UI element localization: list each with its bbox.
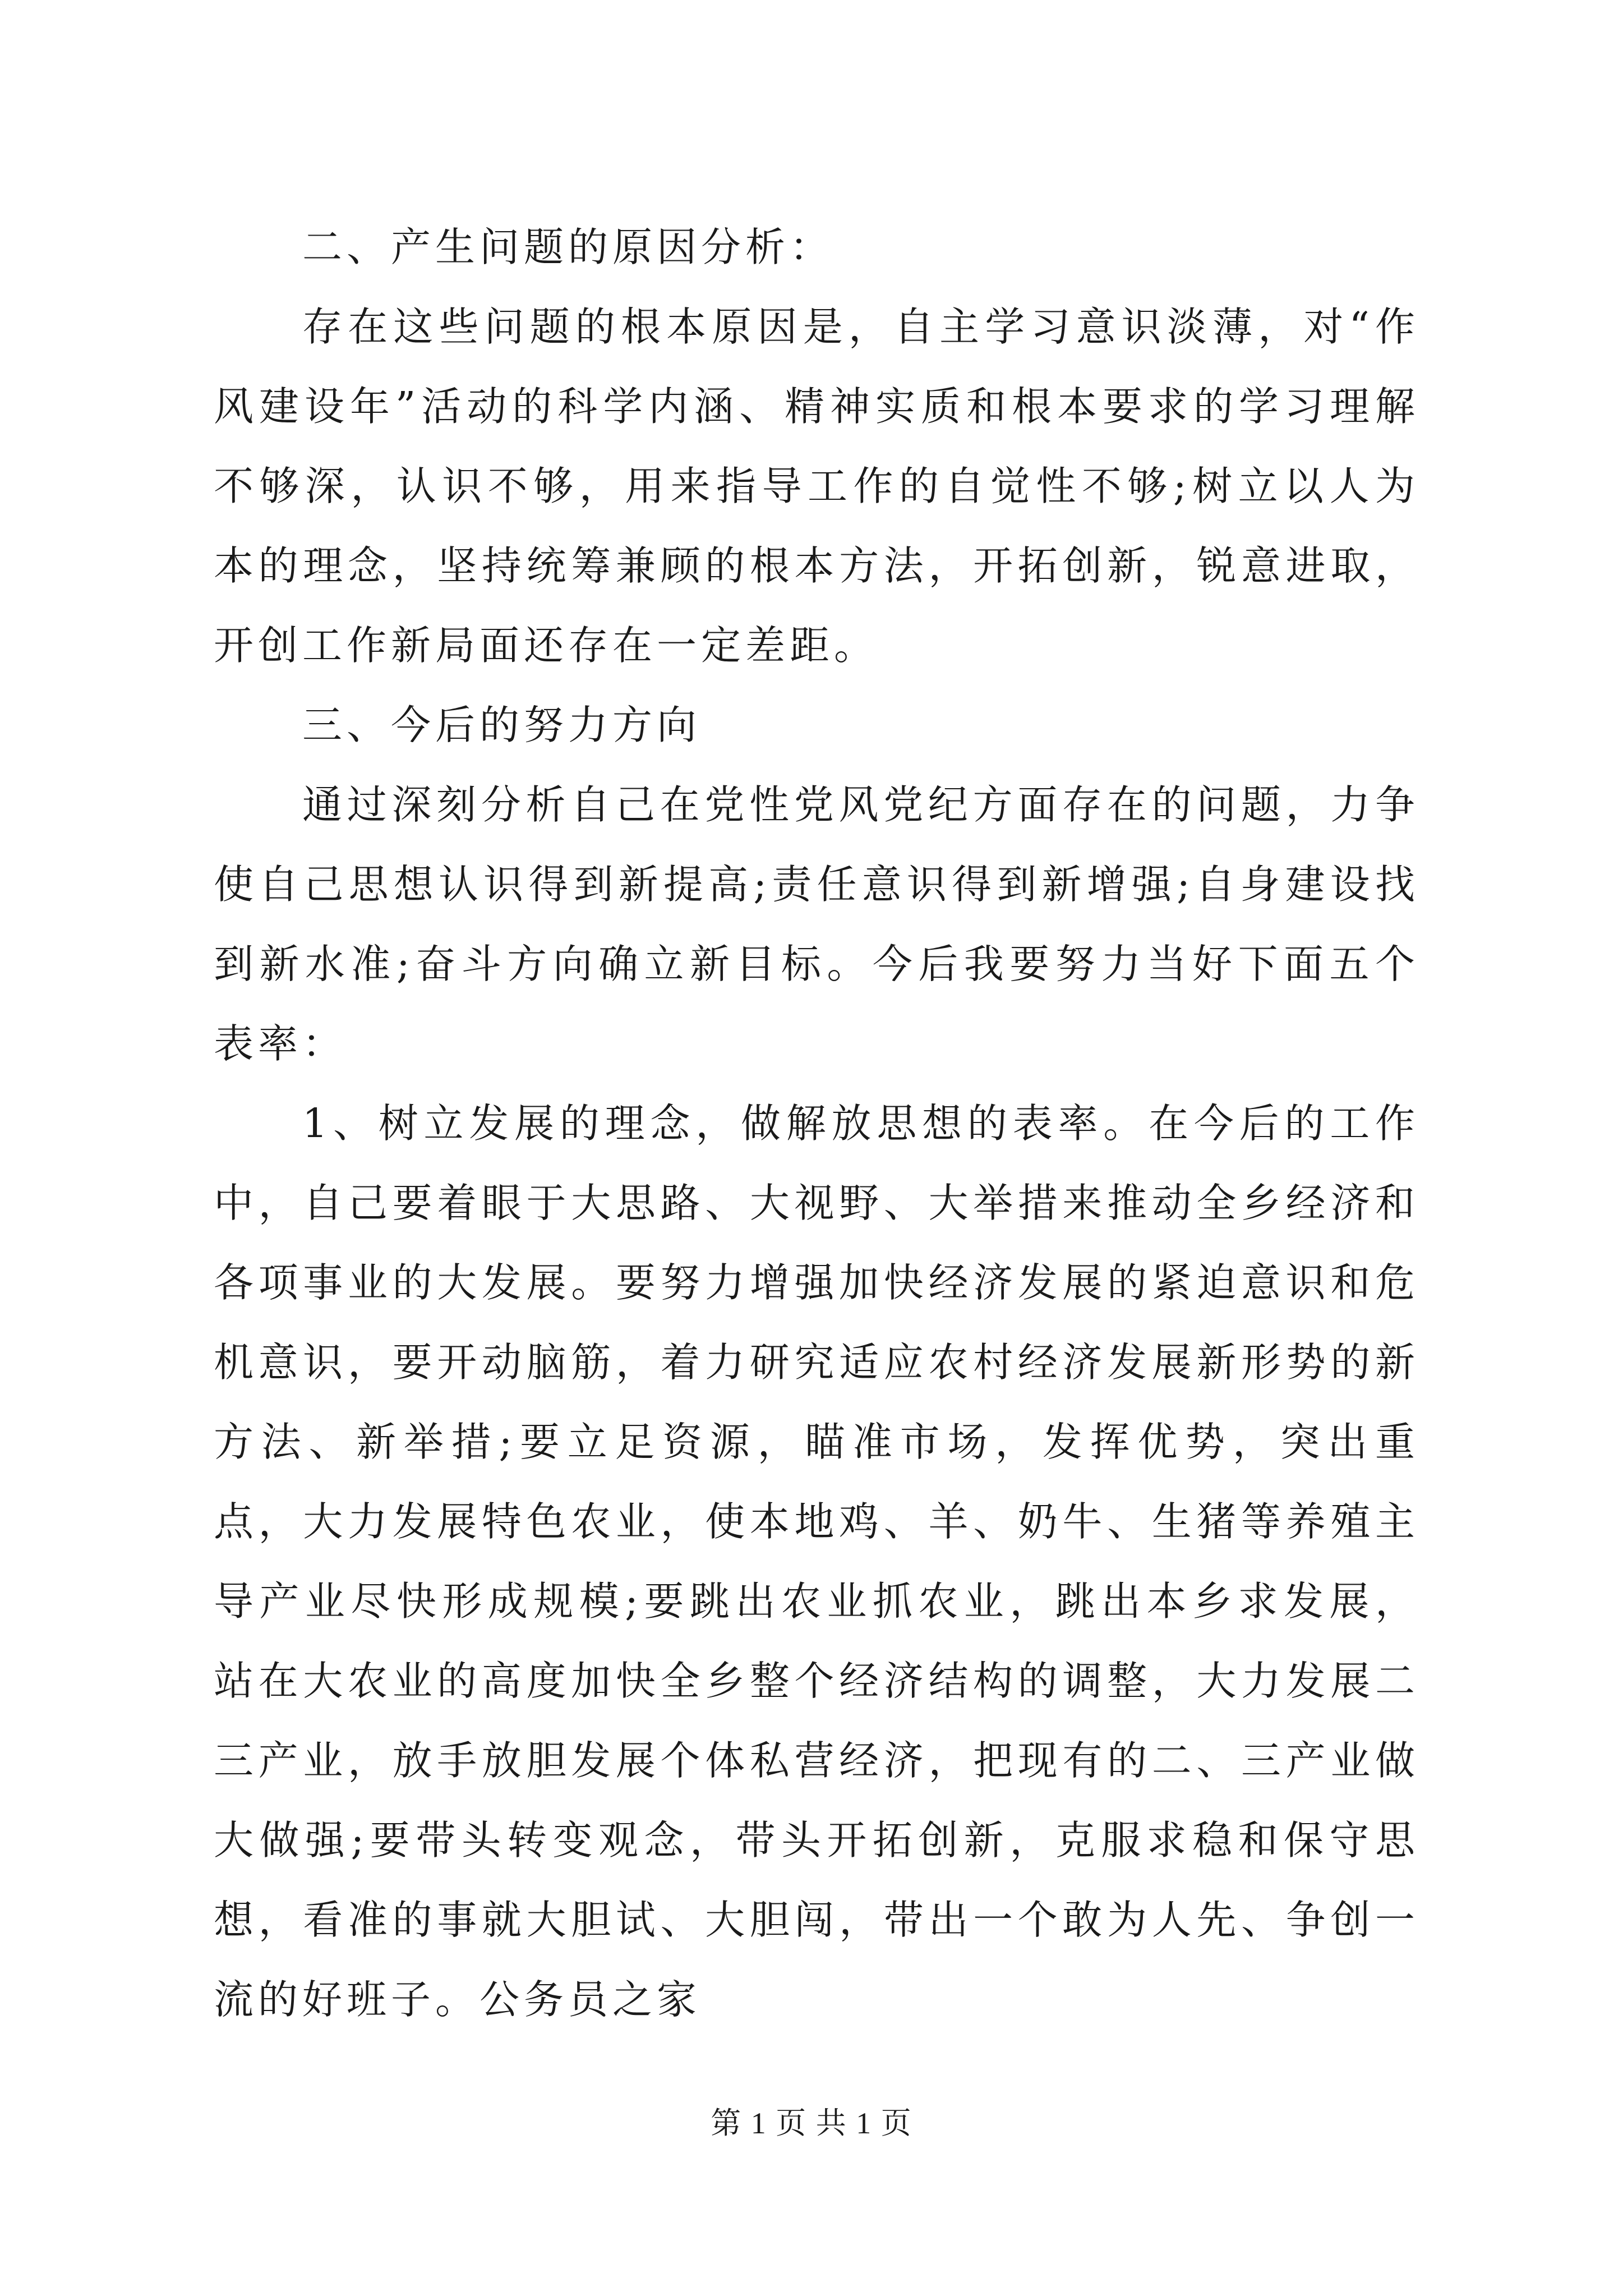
heading-cause-analysis: 二、产生问题的原因分析： bbox=[302, 224, 834, 270]
document-body bbox=[214, 208, 1419, 2040]
heading-future-direction: 三、今后的努力方向 bbox=[302, 702, 702, 748]
paragraph-goals: 通过深刻分析自己在党性党风党纪方面存在的问题，力争使自己思想认识得到新提高;责任意识得到新增强;自身建设找到新水准;奋斗方向确立新目标。今后我要努力当好下面五个表率： bbox=[214, 781, 1419, 1067]
paragraph-item-1: 1、树立发展的理念，做解放思想的表率。在今后的工作中，自己要着眼于大思路、大视野、大举措来推动全乡经济和各项事业的大发展。要努力增强加快经济发展的紧迫意识和危机意识，要开动脑筋，着力研究适应农村经济发展新形势的新方法、新举措;要立足资源，瞄准市场，发挥优势，突出重点，大力发展特色农业，使本地鸡、羊、奶牛、生猪等养殖主导产业尽快形成规模;要跳出农业抓农业，跳出本乡求发展，站在大农业的高度加快全乡整个经济结构的调整，大力发展二三产业，放手放胆发展个体私营经济，把现有的二、三产业做大做强;要带头转变观念，带头开拓创新，克服求稳和保守思想，看准的事就大胆试、大胆闯，带出一个敢为人先、争创一流的好班子。公务员之家 bbox=[214, 1100, 1419, 2023]
page-number-footer: 第 1 页 共 1 页 bbox=[711, 2106, 912, 2140]
paragraph-root-cause: 存在这些问题的根本原因是，自主学习意识淡薄，对“作风建设年”活动的科学内涵、精神实质和根本要求的学习理解不够深，认识不够，用来指导工作的自觉性不够;树立以人为本的理念，坚持统筹兼顾的根本方法，开拓创新，锐意进取，开创工作新局面还存在一定差距。 bbox=[214, 303, 1419, 669]
